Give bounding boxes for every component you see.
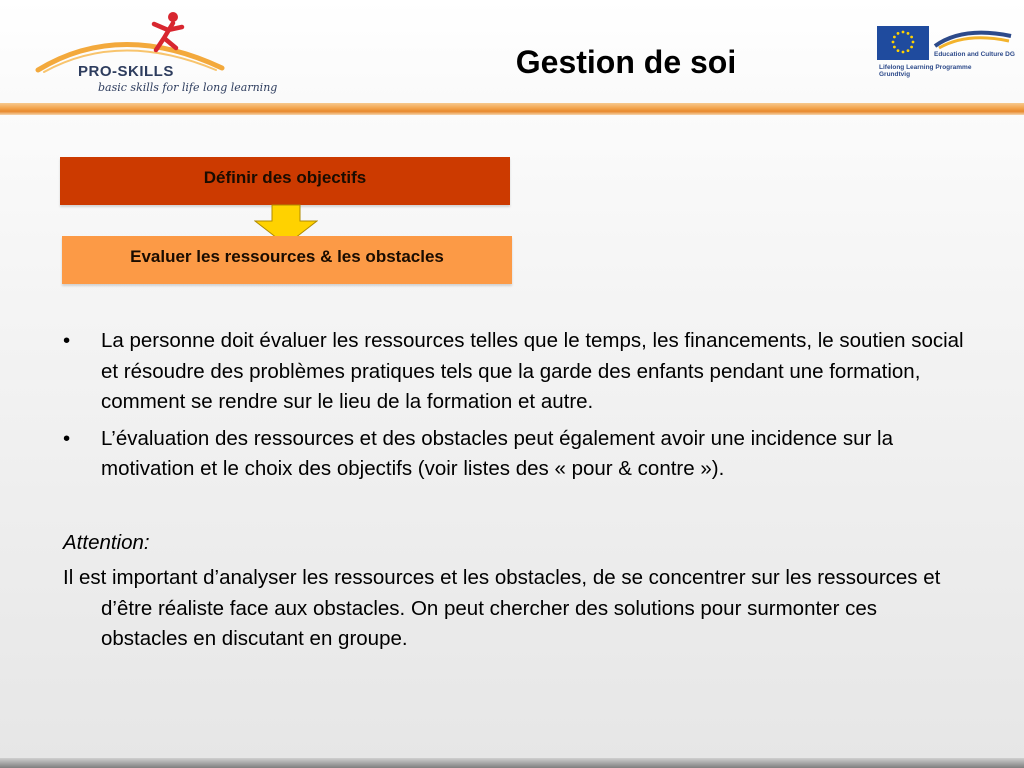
eu-dg-label: Education and Culture DG <box>934 51 1015 58</box>
page-title: Gestion de soi <box>515 44 737 80</box>
bullet-item <box>63 424 968 485</box>
bullet-dot: • <box>63 329 71 352</box>
slide-body <box>63 326 968 655</box>
bullet-dot: • <box>63 426 71 450</box>
lifelong-learning-swoosh-icon <box>933 28 1013 50</box>
step-box-evaluate-resources: Evaluer les ressources & les obstacles <box>62 236 512 284</box>
logo-tagline: basic skills for life long learning <box>98 81 278 94</box>
header-divider-bar <box>0 103 1024 115</box>
programme-label <box>879 64 971 78</box>
bullet-item <box>63 326 968 418</box>
attention-label: Attention: <box>63 530 150 554</box>
step-box-define-goals: Définir des objectifs <box>60 157 510 205</box>
bullet-text: La personne doit évaluer les ressources telles que le temps, les financements, le soutien social et résoudre des problèmes pratiques tels que la garde des enfants pendant une formation, comment se rendre sur le lieu de la formation et autre. <box>101 329 964 413</box>
logo-name: PRO-SKILLS <box>78 63 174 80</box>
grundtvig-line: Grundtvig <box>879 71 911 78</box>
footer-bar <box>0 758 1024 768</box>
programme-line: Lifelong Learning Programme <box>879 64 972 71</box>
bullet-text: L’évaluation des ressources et des obstacles peut également avoir une incidence sur la motivation et le choix des objectifs (voir listes des « pour & contre »). <box>101 426 894 480</box>
spacer <box>63 491 968 528</box>
eu-flag-icon <box>877 26 929 60</box>
eu-programme-logo <box>877 26 1017 86</box>
slide-header <box>0 0 1024 104</box>
attention-text: Il est important d’analyser les ressources et les obstacles, de se concentrer sur les ressources et d’être réaliste face aux obstacles. On peut chercher des solutions pour surmonter ces obstacles en discutant en groupe. <box>63 566 941 650</box>
